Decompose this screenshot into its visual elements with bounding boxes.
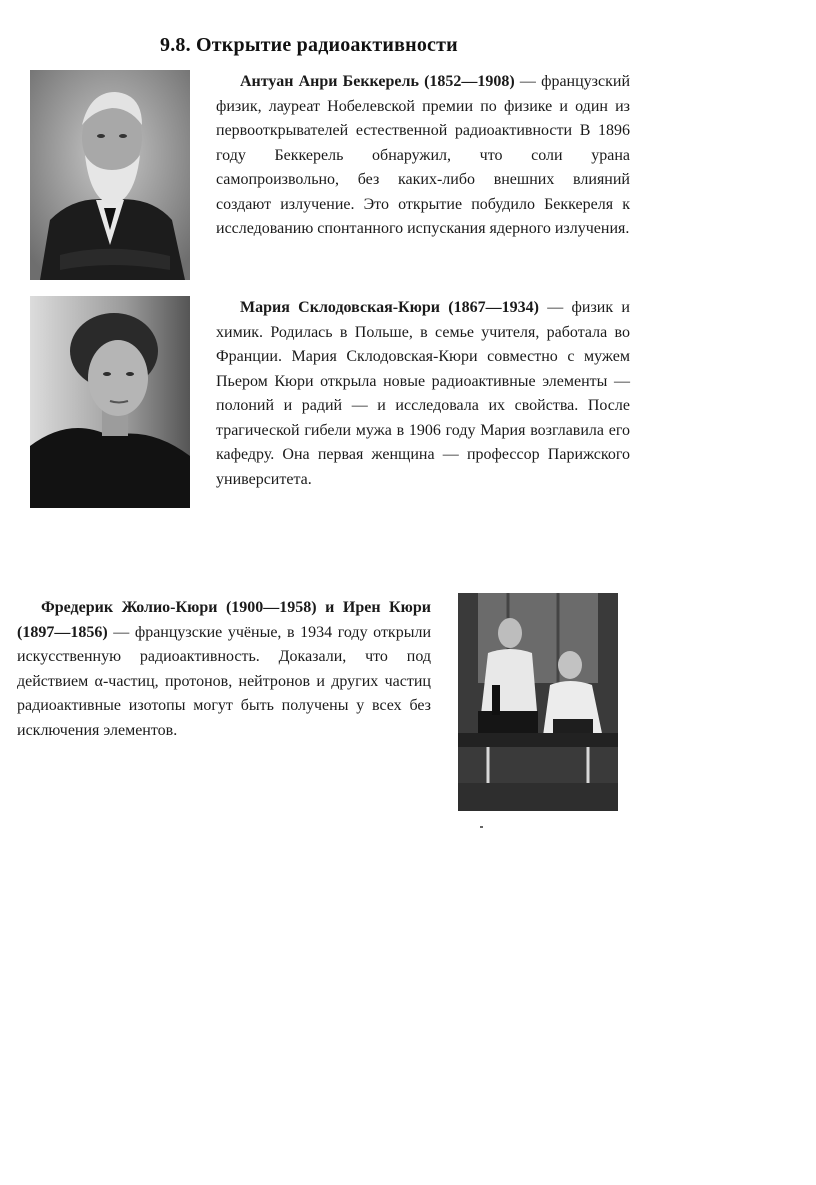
becquerel-bio — [216, 70, 630, 242]
becquerel-text: — французский физик, лауреат Нобелевской премии по физике и один из первооткрывателей естественной радиоактивности В 1896 году Беккерель обнаружил, что соли урана самопроизвольно, без каких-либо внешних влияний создают излучение. Это открытие побудило Беккереля к исследованию спонтанного испускания ядерного излучения. — [216, 73, 631, 237]
joliot-curie-lab-image — [458, 593, 618, 811]
curie-name: Мария Склодовская-Кюри (1867—1934) — [240, 299, 539, 316]
page-title: 9.8. Открытие радиоактивности — [160, 34, 458, 56]
becquerel-name: Антуан Анри Беккерель (1852—1908) — [240, 73, 515, 90]
joliot-curie-text: — французские учёные, в 1934 году открыли искусственную радиоактивность. Доказали, что под действием α-частиц, протонов, нейтронов и других частиц радиоактивные изотопы могут быть получены у всех без исключения элементов. — [17, 623, 431, 739]
joliot-curie-photo — [458, 593, 618, 811]
becquerel-portrait-image — [30, 70, 190, 280]
curie-photo — [30, 296, 190, 508]
joliot-curie-name: Фредерик Жолио-Кюри (1900—1958) и Ирен Кюри (1897—1856) — [17, 599, 431, 641]
joliot-curie-bio — [17, 596, 431, 743]
scan-speck — [480, 826, 483, 828]
curie-bio — [216, 296, 630, 492]
becquerel-photo — [30, 70, 190, 280]
curie-text: — физик и химик. Родилась в Польше, в семье учителя, работала во Франции. Мария Склодовская-Кюри совместно с мужем Пьером Кюри открыла новые радиоактивные элементы — полоний и радий — и исследовала их свойства. После трагической гибели мужа в 1906 году Мария возглавила его кафедру. Она первая женщина — профессор Парижского университета. — [216, 299, 630, 488]
curie-portrait-image — [30, 296, 190, 508]
